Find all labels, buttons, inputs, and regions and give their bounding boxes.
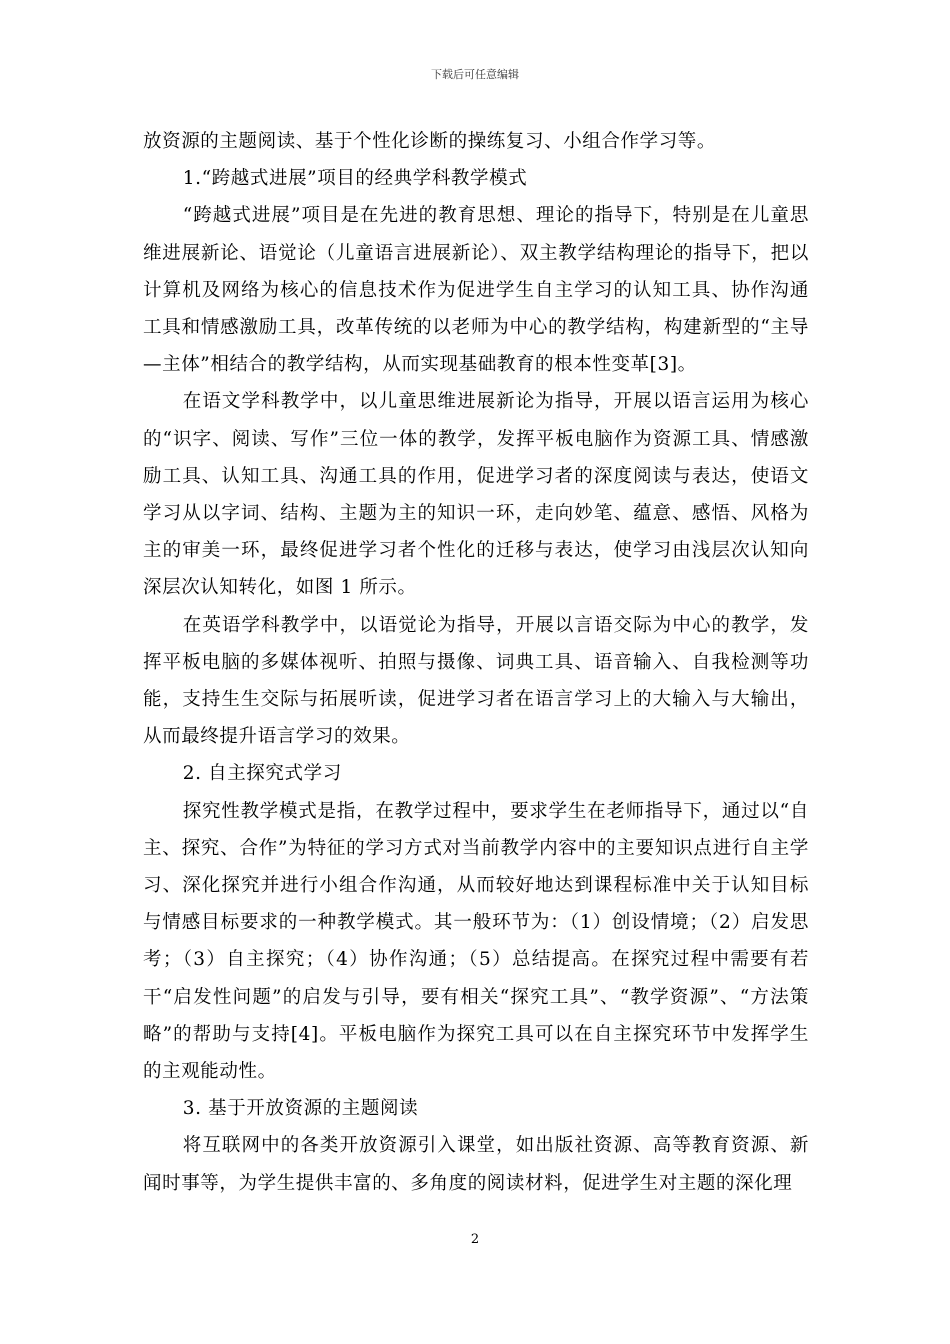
paragraph-leapfrog-project: “跨越式进展”项目是在先进的教育思想、理论的指导下，特别是在儿童思维进展新论、语觉论（儿童语言进展新论）、双主教学结构理论的指导下，把以计算机及网络为核心的信息技术作为促进学生自主学习的认知工具、协作沟通工具和情感激励工具，改革传统的以老师为中心的教学结构，构建新型的“主导—主体”相结合的教学结构，从而实现基础教育的根本性变革[3]。 <box>143 205 809 376</box>
paragraph-continuation: 放资源的主题阅读、基于个性化诊断的操练复习、小组合作学习等。 <box>143 131 717 152</box>
page-number: 2 <box>470 1232 480 1247</box>
document-body <box>143 123 809 1202</box>
section-heading-1: 1.“跨越式进展”项目的经典学科教学模式 <box>182 168 528 190</box>
paragraph-english-teaching: 在英语学科教学中，以语觉论为指导，开展以言语交际为中心的教学，发挥平板电脑的多媒体视听、拍照与摄像、词典工具、语音输入、自我检测等功能，支持生生交际与拓展听读，促进学习者在语言学习上的大输入与大输出，从而最终提升语言学习的效果。 <box>143 614 809 748</box>
paragraph-inquiry-learning: 探究性教学模式是指，在教学过程中，要求学生在老师指导下，通过以“自主、探究、合作”为特征的学习方式对当前教学内容中的主要知识点进行自主学习、深化探究并进行小组合作沟通，从而较好地达到课程标准中关于认知目标与情感目标要求的一种教学模式。其一般环节为：（1）创设情境；（2）启发思考；（3）自主探究；（4）协作沟通；（5）总结提高。在探究过程中需要有若干“启发性问题”的启发与引导，要有相关“探究工具”、“教学资源”、“方法策略”的帮助与支持[4]。平板电脑作为探究工具可以在自主探究环节中发挥学生的主观能动性。 <box>143 800 809 1083</box>
paragraph-open-resources: 将互联网中的各类开放资源引入课堂，如出版社资源、高等教育资源、新闻时事等，为学生提供丰富的、多角度的阅读材料，促进学生对主题的深化理 <box>143 1135 809 1194</box>
paragraph-chinese-teaching: 在语文学科教学中，以儿童思维进展新论为指导，开展以语言运用为核心的“识字、阅读、写作”三位一体的教学，发挥平板电脑作为资源工具、情感激励工具、认知工具、沟通工具的作用，促进学习者的深度阅读与表达，使语文学习从以字词、结构、主题为主的知识一环，走向妙笔、蕴意、感悟、风格为主的审美一环，最终促进学习者个性化的迁移与表达，使学习由浅层次认知向深层次认知转化，如图 1 所示。 <box>143 391 809 599</box>
section-heading-3: 3. 基于开放资源的主题阅读 <box>182 1098 419 1120</box>
section-heading-2: 2. 自主探究式学习 <box>182 763 342 785</box>
page-header: 下载后可任意编辑 <box>431 68 519 81</box>
